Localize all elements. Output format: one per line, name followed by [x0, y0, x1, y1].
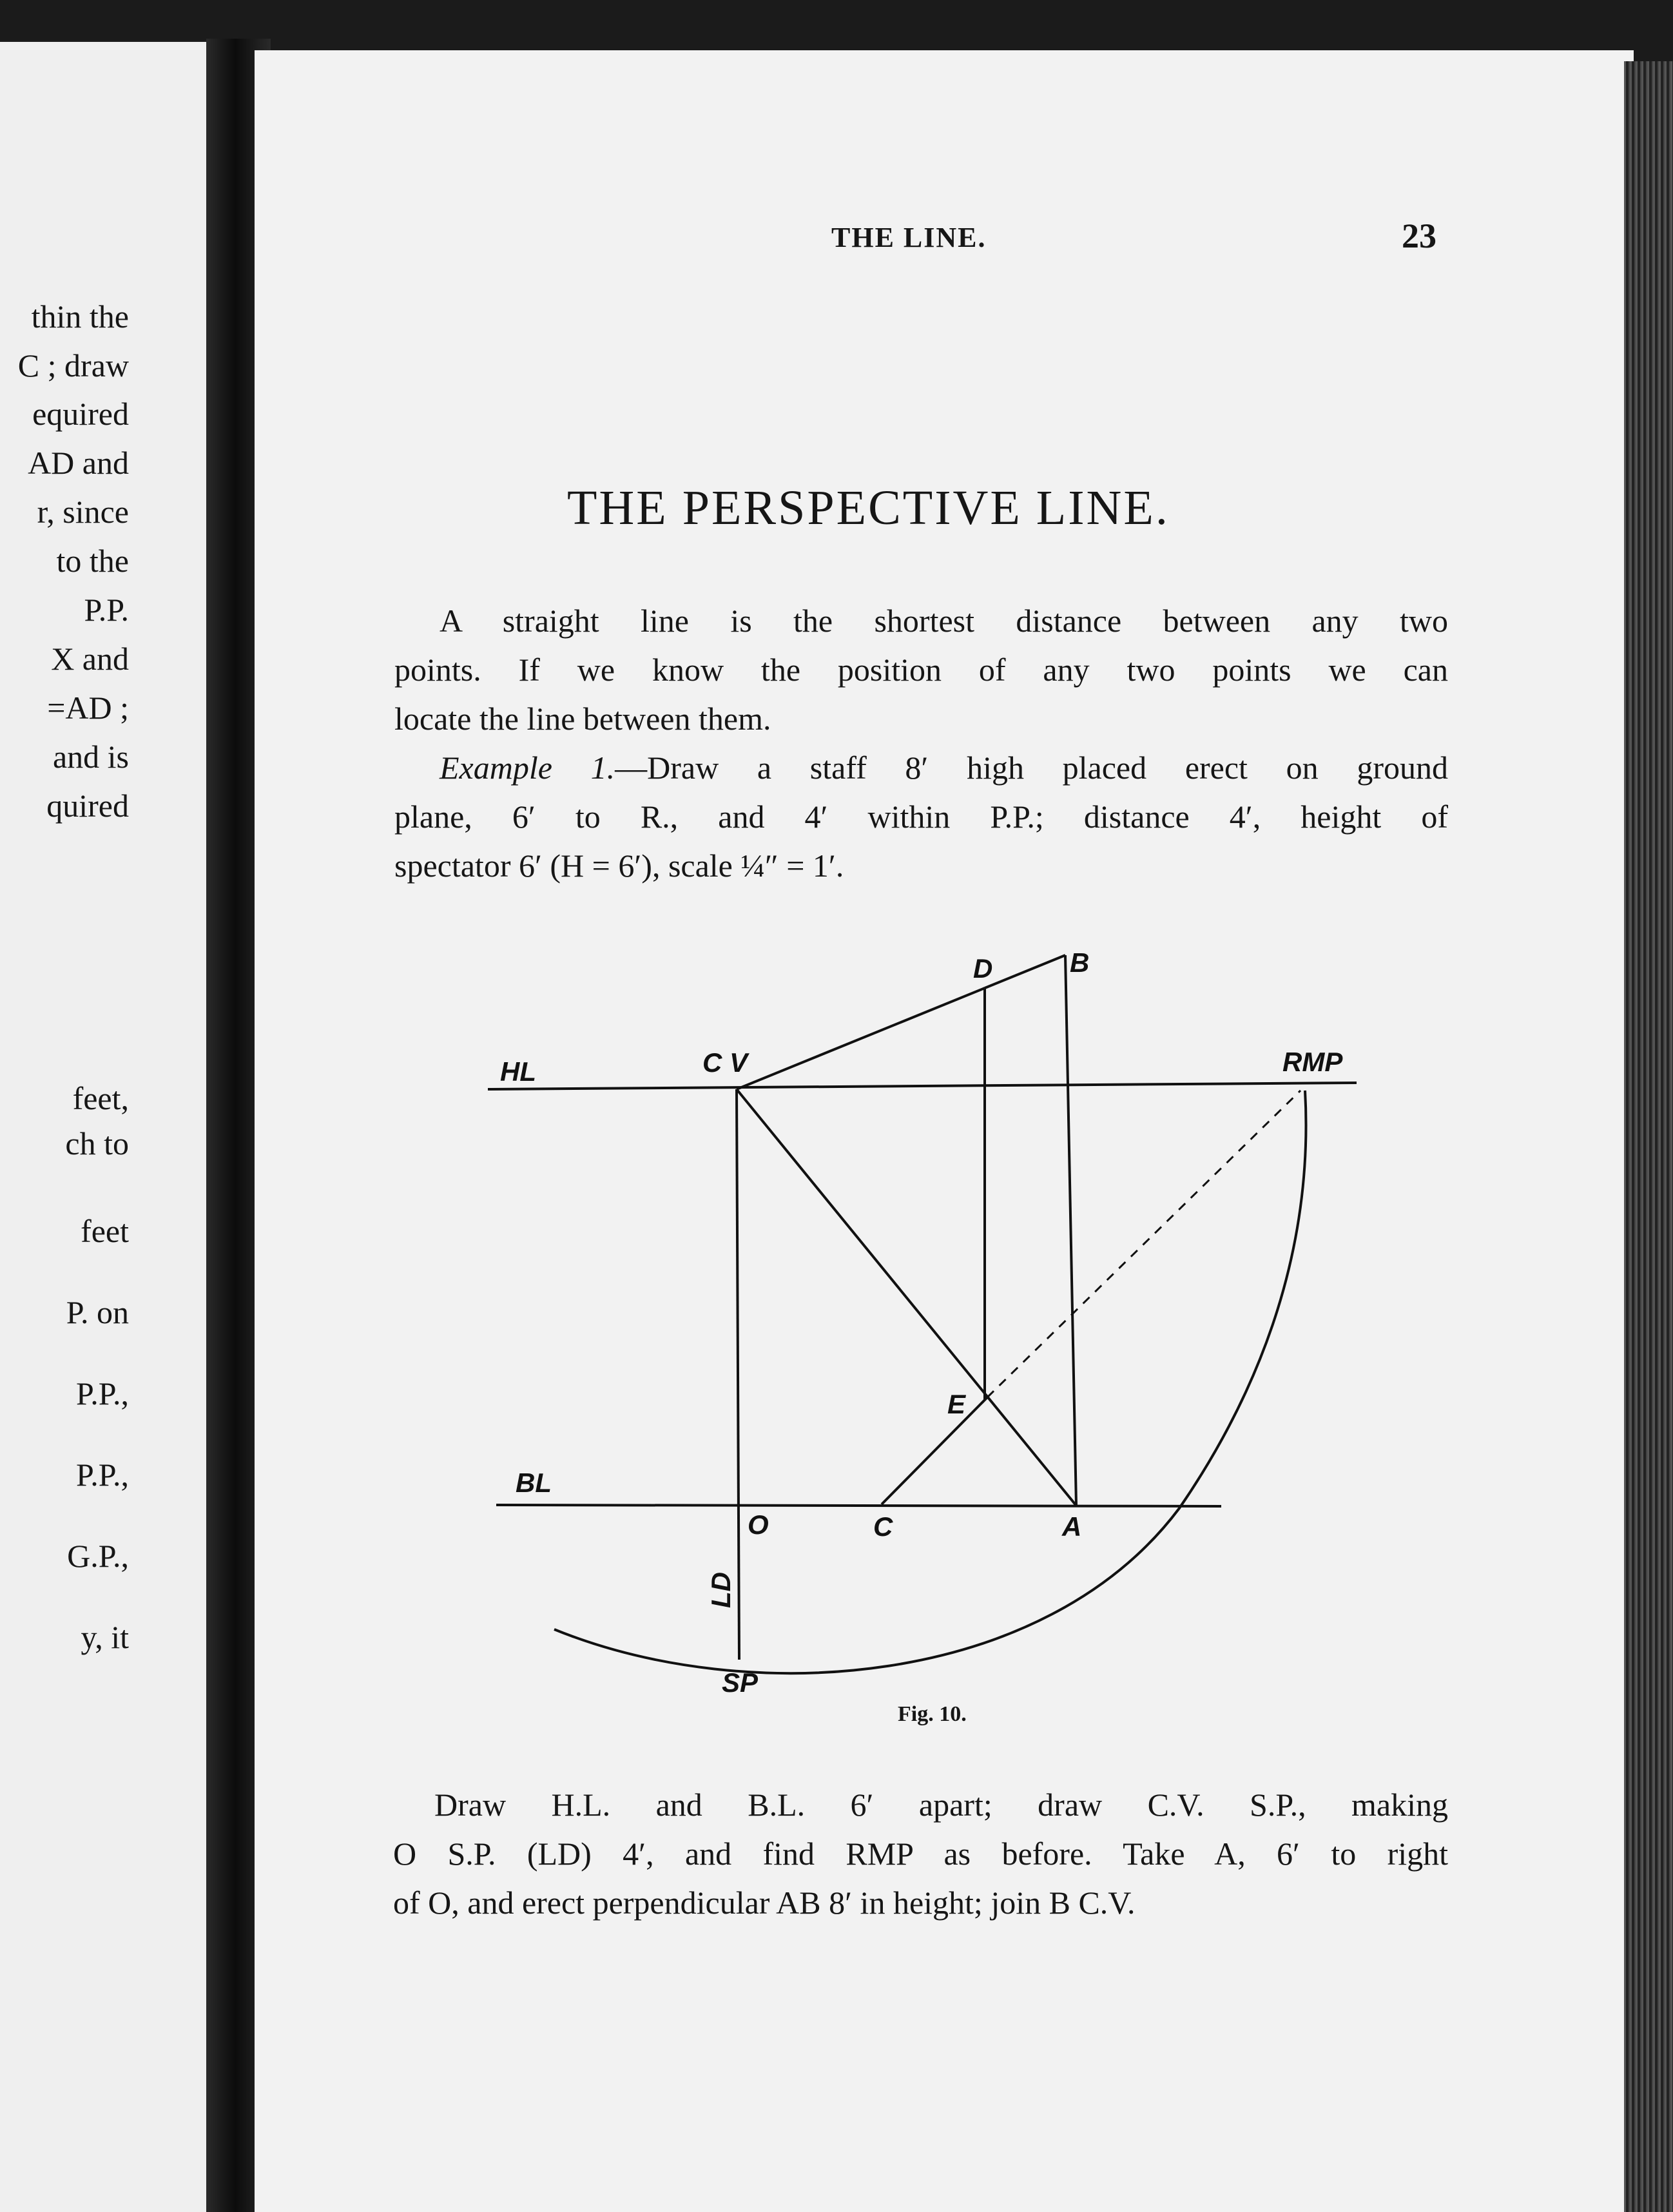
- text-line: A straight line is the shortest distance between any two: [440, 603, 1448, 639]
- left-fragment: feet,: [72, 1080, 129, 1116]
- left-fragment: P.P.,: [75, 1375, 129, 1412]
- label-o: O: [748, 1509, 769, 1540]
- example-text: —Draw a staff 8′ high placed erect on ground: [615, 750, 1448, 786]
- example-label: Example 1.: [440, 750, 615, 786]
- line-cv-sp: [737, 1089, 739, 1660]
- text-line: points. If we know the position of any two points we can: [394, 652, 1448, 688]
- running-header: THE LINE.: [831, 222, 987, 253]
- left-fragment: quired: [46, 788, 129, 824]
- label-a: A: [1062, 1511, 1082, 1542]
- left-fragment: equired: [32, 396, 129, 432]
- left-fragment: ch to: [65, 1125, 129, 1161]
- horizon-line: [488, 1083, 1357, 1089]
- closing-paragraph: [393, 1780, 1448, 1927]
- text-line: plane, 6′ to R., and 4′ within P.P.; distance 4′, height of: [394, 799, 1448, 835]
- label-d: D: [973, 953, 993, 984]
- left-fragment: P.P.,: [75, 1457, 129, 1493]
- label-c: C: [873, 1511, 893, 1542]
- text-line: of O, and erect perpendicular AB 8′ in height; join B C.V.: [393, 1885, 1136, 1921]
- label-hl: HL: [500, 1056, 536, 1087]
- left-fragment: feet: [81, 1213, 129, 1249]
- label-cv: C V: [702, 1047, 748, 1078]
- label-ld: LD: [706, 1572, 736, 1608]
- left-fragment: =AD ;: [47, 690, 129, 726]
- line-cv-d: [737, 988, 985, 1089]
- left-fragment: X and: [51, 641, 129, 677]
- text-line: O S.P. (LD) 4′, and find RMP as before. Take A, 6′ to right: [393, 1836, 1448, 1872]
- line-e-rmp: [987, 1091, 1301, 1397]
- left-fragment: G.P.,: [67, 1538, 129, 1574]
- base-line: [496, 1505, 1221, 1506]
- line-c-e: [882, 1397, 987, 1504]
- left-fragment: to the: [56, 543, 129, 579]
- page-number: 23: [1402, 217, 1436, 255]
- left-fragment: C ; draw: [17, 347, 129, 383]
- line-cv-a: [737, 1089, 1076, 1506]
- section-title: THE PERSPECTIVE LINE.: [567, 481, 1170, 535]
- left-fragment: P. on: [66, 1294, 129, 1330]
- left-fragment: AD and: [28, 445, 129, 481]
- label-b: B: [1070, 947, 1090, 978]
- left-fragment: thin the: [31, 298, 129, 335]
- left-fragment: r, since: [37, 494, 129, 530]
- text-line: Draw H.L. and B.L. 6′ apart; draw C.V. S.P., making: [434, 1787, 1448, 1823]
- text-line: locate the line between them.: [394, 701, 771, 737]
- left-fragment: P.P.: [84, 592, 129, 628]
- left-fragment: and is: [52, 739, 129, 775]
- text-line: spectator 6′ (H = 6′), scale ¼″ = 1′.: [394, 848, 844, 884]
- label-e: E: [947, 1389, 966, 1419]
- label-bl: BL: [516, 1468, 552, 1498]
- line-b-a: [1065, 955, 1076, 1506]
- label-rmp: RMP: [1282, 1047, 1343, 1077]
- figure-caption: Fig. 10.: [898, 1702, 967, 1726]
- distance-arc: [554, 1091, 1306, 1673]
- line-d-b: [985, 955, 1065, 988]
- left-fragment: y, it: [81, 1619, 129, 1655]
- label-sp: SP: [722, 1667, 759, 1698]
